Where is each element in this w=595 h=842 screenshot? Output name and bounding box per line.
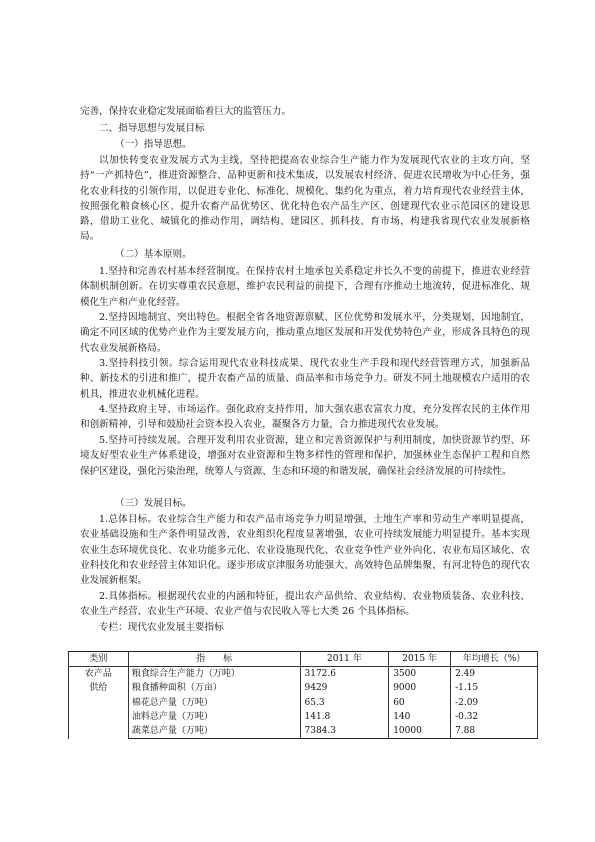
col-growth: 年均增长（%） <box>451 652 538 667</box>
goal-2: 2.具体指标。根据现代农业的内涵和特征，提出农产品供给、农业结构、农业物质装备、农业科技、农业生产经营、农业生产环境、农业产值与农民收入等七大类 26 个具体指标。 <box>80 591 530 618</box>
goal-1: 1.总体目标。农业综合生产能力和农产品市场竞争力明显增强，土地生产率和劳动生产率明显提高，农业基础设施和生产条件明显改善，农业组织化程度显著增强，农业可持续发展能力明显提升。基本实现农业生态环境优良化、农业功能多元化、农业设施现代化、农业竞争性产业外向化、农业布局区域化、农业科技化和农业经营主体知识化。逐步形成京津服务功能强大、高效特色品牌集聚，有河北特色的现代农业发展新框架。 <box>80 514 530 587</box>
indicator-cell: 油料总产量（万吨） <box>128 710 300 724</box>
indicator-cell: 蔬菜总产量（万吨） <box>128 724 300 739</box>
principle-3: 3.坚持科技引领。综合运用现代农业科技成果、现代农业生产手段和现代经营管理方式，加强新品种、新技术的引进和推广，提升农畜产品的质量、商品率和市场竞争力。研发不同土地规模农户适用的农机具，推进农业机械化进程。 <box>80 358 530 400</box>
growth-value: -0.32 <box>451 710 538 724</box>
indicator-table <box>68 651 538 739</box>
col-2011: 2011 年 <box>300 652 389 667</box>
table-row <box>69 696 538 710</box>
sub3-title: （三）发展目标。 <box>115 498 192 509</box>
value-2011: 7384.3 <box>300 724 389 739</box>
value-2015: 9000 <box>389 681 451 695</box>
sub2-title: （二）基本原则。 <box>115 249 192 260</box>
indicator-cell: 棉花总产量（万吨） <box>128 696 300 710</box>
category-line-2: 供给 <box>89 683 108 694</box>
growth-value: 2.49 <box>451 667 538 682</box>
table-title: 专栏：现代农业发展主要指标 <box>99 622 224 633</box>
sub1-body: 以加快转变农业发展方式为主线，坚持把提高农业综合生产能力作为发展现代农业的主攻方向，坚持“一产抓特色”，推进资源整合、品种更新和技术集成，以发展农村经济、促进农民增收为中心任务，强化农业科技的引领作用，以促进专业化、标准化、规模化、集约化为重点，着力培育现代农业经营主体，按照强化粮食核心区、提升农畜产品优势区、优化特色农产品生产区、创建现代农业示范园区的建设思路，借助工业化、城镇化的推动作用，调结构、建园区、抓科技、育市场，构建我省现代农业发展新格局。 <box>80 155 530 243</box>
value-2011: 9429 <box>300 681 389 695</box>
sub1-title: （一）指导思想。 <box>115 139 192 150</box>
col-indicator: 指 标 <box>128 652 300 667</box>
growth-value: -1.15 <box>451 681 538 695</box>
value-2015: 140 <box>389 710 451 724</box>
col-2015: 2015 年 <box>389 652 451 667</box>
intro-line: 完善，保持农业稳定发展面临着巨大的监管压力。 <box>80 106 292 117</box>
indicator-cell: 粮食播种面积（万亩） <box>128 681 300 695</box>
principle-4: 4.坚持政府主导、市场运作。强化政府支持作用，加大强农惠农富农力度，充分发挥农民的主体作用和创新精神，引导和鼓励社会资本投入农业，凝聚各方力量，合力推进现代农业发展。 <box>80 404 530 431</box>
growth-value: 7.88 <box>451 724 538 739</box>
principle-5: 5.坚持可持续发展。合理开发利用农业资源，建立和完善资源保护与利用制度，加快资源节约型、环境友好型农业生产体系建设，增强对农业资源和生物多样性的管理和保护，加强林业生态保护工程和自然保护区建设，强化污染治理，统筹人与资源、生态和环境的和谐发展，确保社会经济发展的可持续性。 <box>80 435 530 477</box>
value-2015: 10000 <box>389 724 451 739</box>
principle-1: 1.坚持和完善农村基本经营制度。在保持农村土地承包关系稳定并长久不变的前提下，推进农业经营体制机制创新。在切实尊重农民意愿，维护农民利益的前提下，合理有序推动土地流转，促进标准化、规模化生产和产业化经营。 <box>80 266 530 308</box>
table-row <box>69 667 538 682</box>
table-header-row <box>69 652 538 667</box>
table-row <box>69 710 538 724</box>
growth-value: -2.09 <box>451 696 538 710</box>
section2-title: 二、指导思想与发展目标 <box>99 123 205 134</box>
indicator-cell: 粮食综合生产能力（万吨） <box>128 667 300 682</box>
value-2011: 141.8 <box>300 710 389 724</box>
col-category: 类别 <box>69 652 129 667</box>
table-row <box>69 681 538 695</box>
value-2011: 3172.6 <box>300 667 389 682</box>
value-2015: 3500 <box>389 667 451 682</box>
principle-2: 2.坚持因地制宜、突出特色。根据全省各地资源禀赋、区位优势和发展水平，分类规划，因地制宜，确定不同区域的优势产业作为主要发展方向，推动重点地区发展和开发优势特色产业，形成各具特色的现代农业发展新格局。 <box>80 312 530 354</box>
category-line-1: 农产品 <box>84 669 112 680</box>
value-2015: 60 <box>389 696 451 710</box>
category-cell <box>69 667 129 739</box>
table-row <box>69 724 538 739</box>
value-2011: 65.3 <box>300 696 389 710</box>
